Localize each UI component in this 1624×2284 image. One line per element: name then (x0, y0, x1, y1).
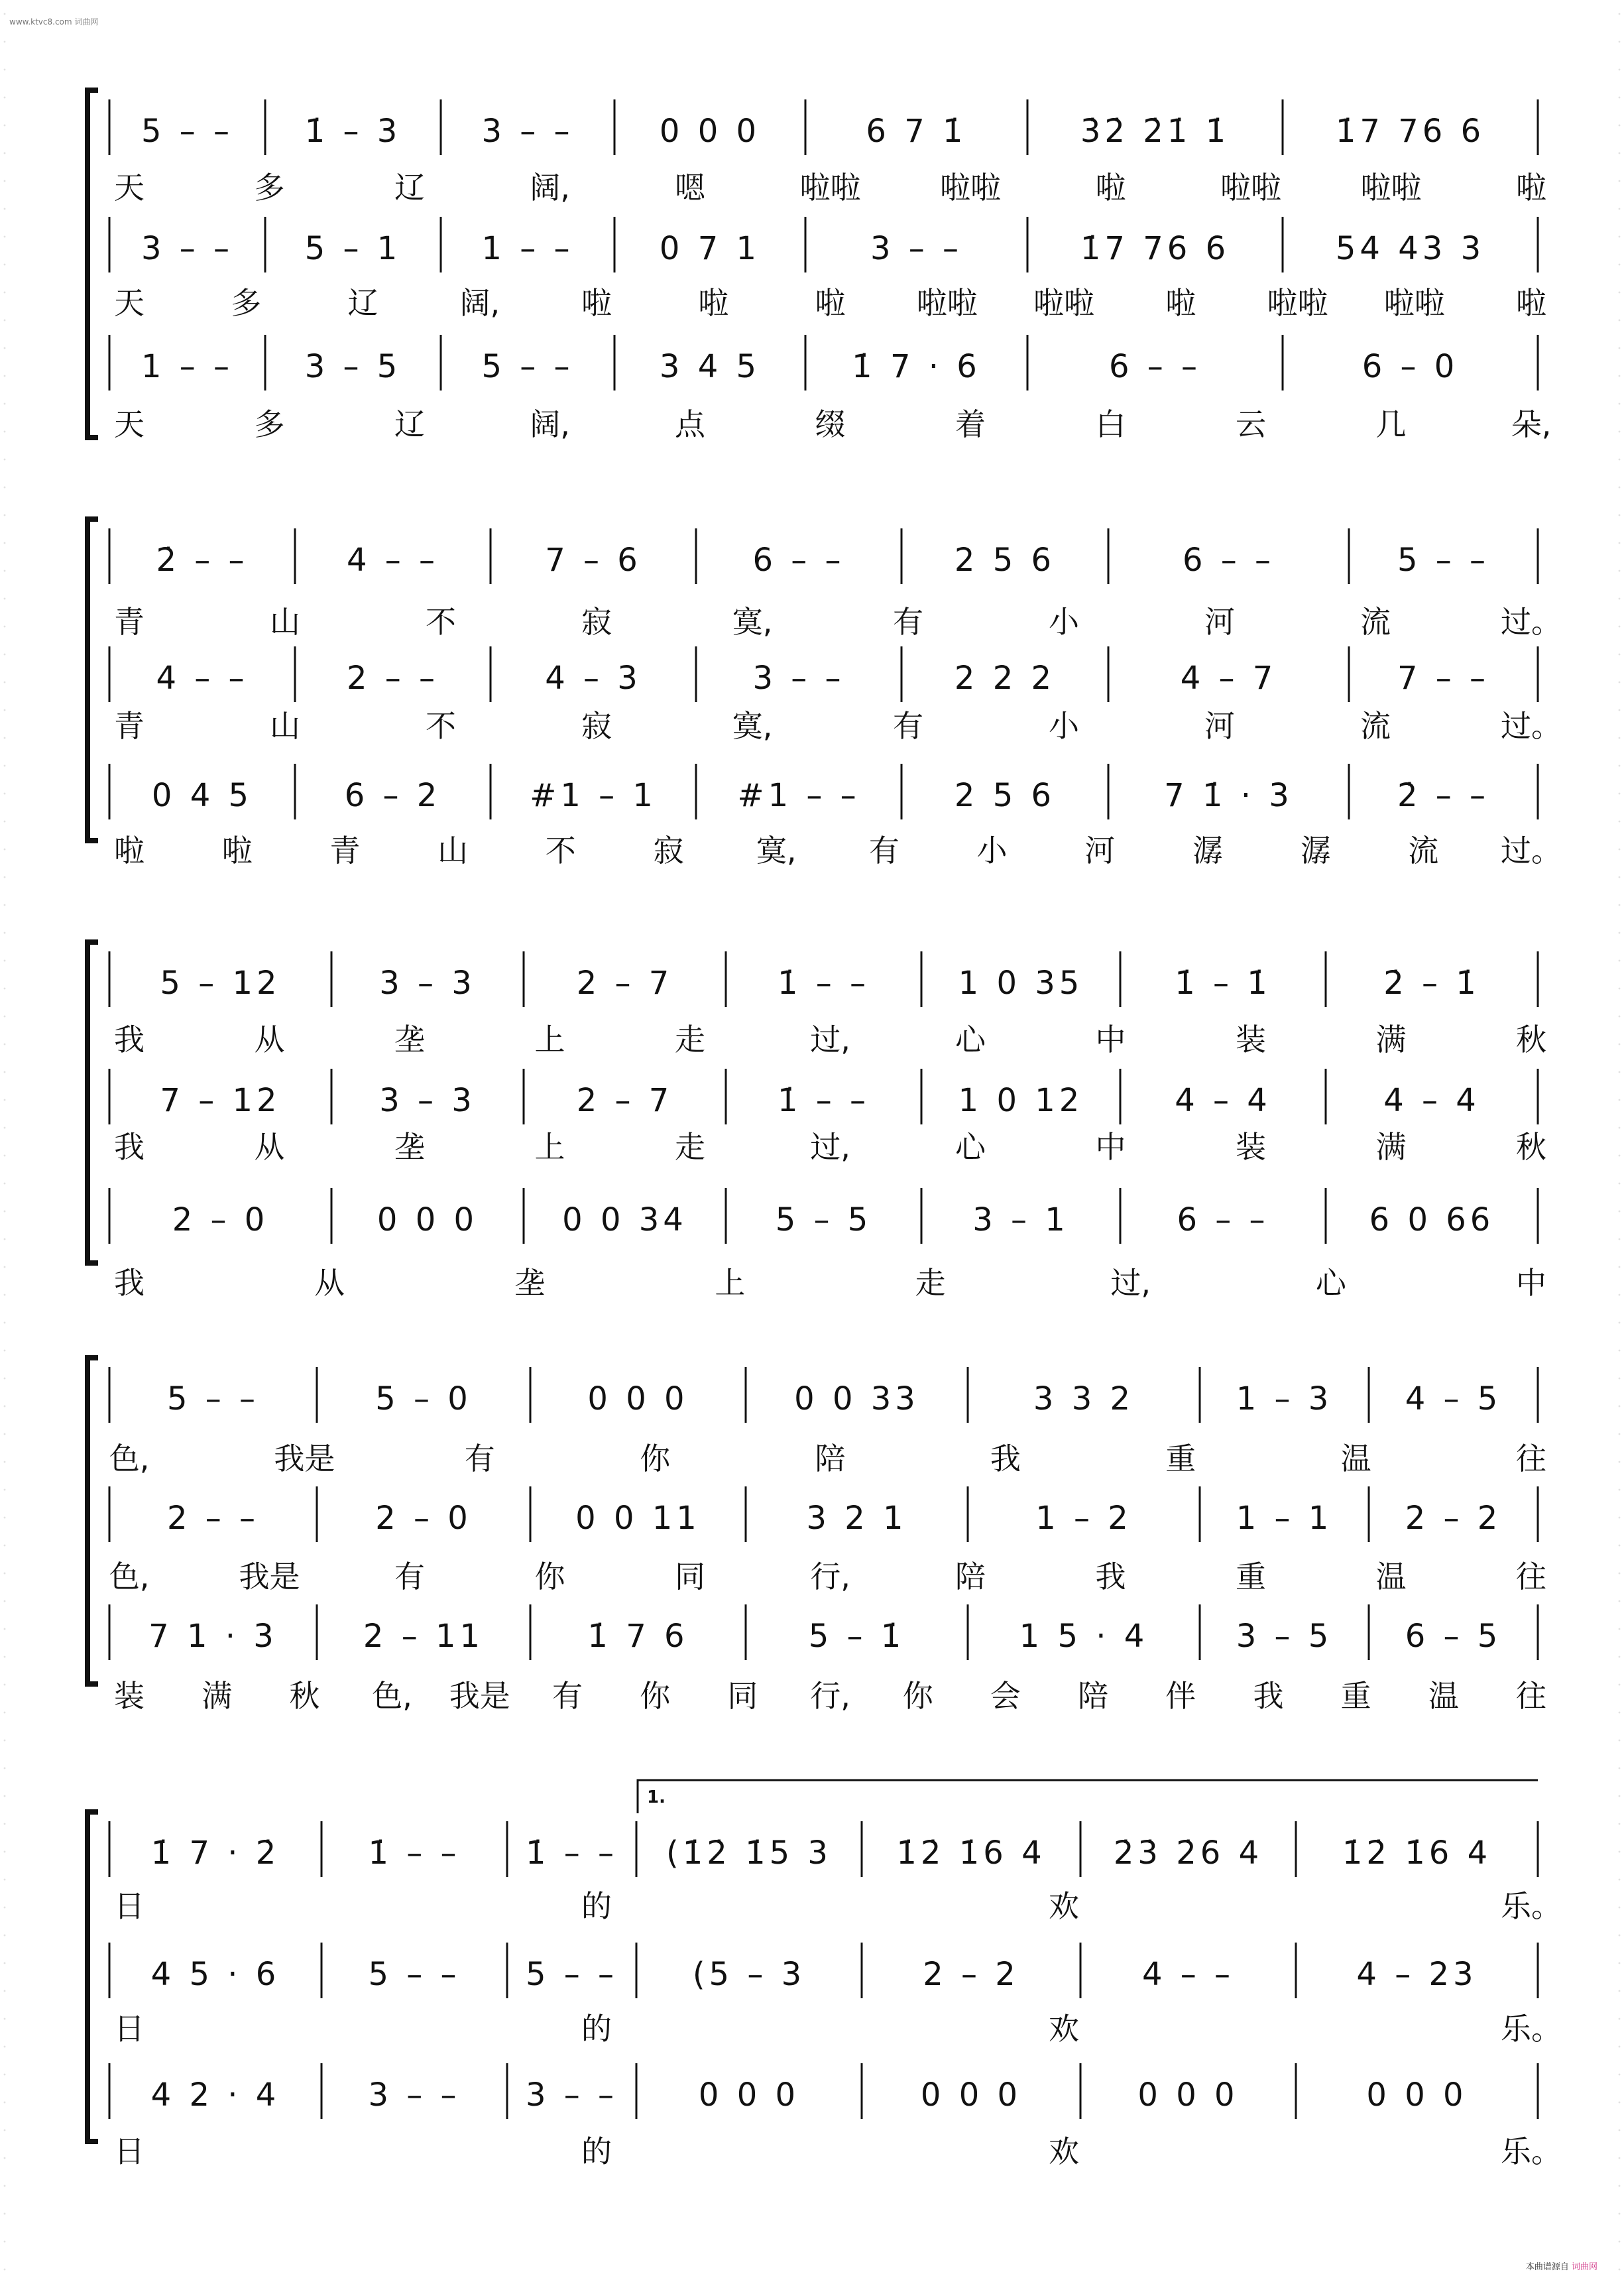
lyric-syllable: 啦啦 (1267, 285, 1328, 321)
measure-notes: 3 4 5 (659, 348, 761, 385)
measure-notes: (5 – 3 (692, 1956, 806, 1993)
lyric-syllable: 点 (675, 406, 705, 442)
lyric-syllable: 缀 (815, 406, 846, 442)
lyric-syllable: 多 (254, 406, 285, 442)
volta-label: 1. (647, 1787, 666, 1807)
lyric-syllable: 青 (114, 708, 145, 744)
measure-notes: 1̇ – – (777, 965, 870, 1002)
lyric-syllable: 有 (893, 708, 923, 744)
lyric-syllable: 不 (545, 833, 576, 869)
lyric-syllable: 我 (1095, 1559, 1126, 1594)
measure-notes: 0 0 0 (377, 1201, 479, 1238)
lyric-syllable: 上 (715, 1265, 746, 1301)
lyric-syllable: 往 (1516, 1678, 1546, 1714)
lyric-syllable: 装 (1236, 1022, 1266, 1057)
system-bracket (87, 519, 98, 841)
lyric-syllable: 小 (1049, 604, 1079, 640)
lyric-syllable: 天 (114, 406, 145, 442)
lyric-syllable: 有 (551, 1678, 583, 1714)
lyric-syllable: 我 (114, 1129, 145, 1165)
measure-notes: 1 – 1 (1236, 1500, 1333, 1537)
lyric-syllable: 重 (1340, 1678, 1371, 1714)
lyric-syllable: 寂 (581, 708, 612, 744)
measure-notes: 4 2 · 4 (150, 2076, 280, 2114)
measure-notes: 2 – 2 (1405, 1500, 1502, 1537)
measure-notes: 1̇ – 3 (304, 113, 402, 150)
lyric-syllable: 啦啦 (940, 170, 1001, 206)
lyric-syllable: 你 (640, 1678, 671, 1714)
lyric-syllable: 中 (1095, 1129, 1126, 1165)
lyric-syllable: 温 (1375, 1559, 1407, 1594)
watermark: www.ktvc8.com 词曲网 (9, 17, 99, 27)
system-bracket (87, 90, 98, 438)
measure-notes: 4 5 · 6 (150, 1956, 280, 1993)
lyric-syllable: 中 (1095, 1022, 1126, 1057)
measure-notes: (1̇2̇ 1̇5 3 (666, 1834, 832, 1872)
measure-notes: 2 2 2 (954, 660, 1056, 697)
measure-notes: 0 0 33 (794, 1380, 919, 1417)
measure-notes: 1 – 3 (1236, 1380, 1333, 1417)
measure-notes: #1 – – (737, 777, 860, 814)
lyric-syllable: 啦 (1095, 170, 1126, 206)
lyric-syllable: 辽 (394, 170, 425, 206)
lyric-syllable: 辽 (394, 406, 425, 442)
measure-notes: 5 – – (166, 1380, 260, 1417)
lyric-syllable: 我是 (274, 1441, 335, 1476)
lyric-syllable: 我 (1253, 1678, 1284, 1714)
measure-notes: 7 – 12 (160, 1082, 281, 1119)
lyric-syllable: 同 (727, 1678, 758, 1714)
lyric-syllable: 同 (675, 1559, 705, 1594)
lyric-syllable: 心 (955, 1022, 986, 1057)
lyric-syllable: 秋 (289, 1678, 320, 1714)
lyric-syllable: 垄 (394, 1129, 425, 1165)
lyric-syllable: 过, (1110, 1265, 1151, 1301)
lyric-syllable: 伴 (1165, 1678, 1196, 1714)
lyric-syllable: 往 (1516, 1441, 1546, 1476)
measure-notes: 2 – – (346, 660, 439, 697)
measure-notes: 5 – – (368, 1956, 461, 1993)
measure-notes: 3 – – (141, 230, 234, 267)
lyric-syllable: 日 (114, 2134, 145, 2169)
lyric-syllable: 日 (114, 2011, 145, 2047)
lyric-syllable: 多 (254, 170, 285, 206)
measure-notes: 5 – 5 (775, 1201, 872, 1238)
lyric-syllable: 心 (1315, 1265, 1346, 1301)
measure-notes: 3 – 3 (379, 965, 476, 1002)
lyric-syllable: 走 (675, 1022, 705, 1057)
measure-notes: 5 – – (525, 1956, 618, 1993)
lyric-syllable: 天 (114, 285, 145, 321)
lyric-syllable: 啦 (221, 833, 253, 869)
lyric-syllable: 走 (675, 1129, 705, 1165)
lyric-syllable: 啦 (581, 285, 612, 321)
lyric-syllable: 多 (231, 285, 262, 321)
lyric-syllable: 青 (329, 833, 361, 869)
measure-notes: 7 1 · 3 (148, 1618, 278, 1655)
measure-notes: 1̇ 7 · 2̇ (150, 1834, 280, 1872)
measure-notes: 1̇ – – (368, 1834, 461, 1872)
measure-notes: 6 – – (1108, 348, 1202, 385)
lyric-syllable: 啦啦 (916, 285, 978, 321)
lyric-syllable: 秋 (1516, 1022, 1546, 1057)
lyric-syllable: 啦啦 (1383, 285, 1445, 321)
lyric-syllable: 满 (1375, 1129, 1407, 1165)
measure-notes: 4 – 4 (1383, 1082, 1480, 1119)
measure-notes: 7 1̇ · 3 (1164, 777, 1293, 814)
lyric-syllable: 行, (810, 1559, 850, 1594)
lyric-syllable: 上 (534, 1129, 565, 1165)
lyric-syllable: 有 (893, 604, 923, 640)
measure-notes: 0 0 11 (575, 1500, 701, 1537)
lyric-syllable: 过。 (1501, 708, 1562, 744)
lyric-syllable: 陪 (815, 1441, 846, 1476)
lyric-syllable: 过。 (1501, 833, 1562, 869)
lyric-syllable: 日 (114, 1888, 145, 1924)
lyric-syllable: 寞, (756, 833, 797, 869)
measure-notes: 1 – 2 (1035, 1500, 1132, 1537)
measure-notes: 5 – 1̇ (808, 1618, 905, 1655)
measure-notes: 6 – – (1182, 542, 1275, 579)
measure-notes: 1̇ – 1̇ (1175, 965, 1271, 1002)
lyric-syllable: 啦啦 (1220, 170, 1281, 206)
lyric-syllable: 上 (534, 1022, 565, 1057)
lyric-syllable: 山 (437, 833, 469, 869)
measure-notes: 1 5 · 4 (1019, 1618, 1149, 1655)
lyric-syllable: 你 (640, 1441, 671, 1476)
lyric-syllable: 色, (372, 1678, 412, 1714)
measure-notes: 7 – – (1397, 660, 1490, 697)
measure-notes: 1̇ 7 6 (587, 1618, 689, 1655)
lyric-syllable: 行, (810, 1678, 850, 1714)
lyric-syllable: 流 (1408, 833, 1439, 869)
measure-notes: 4 – – (346, 542, 439, 579)
measure-notes: 4 – 4 (1175, 1082, 1271, 1119)
source-note-site[interactable]: 词曲网 (1571, 2262, 1597, 2272)
lyric-syllable: 河 (1084, 833, 1116, 869)
lyric-syllable: 啦 (815, 285, 846, 321)
measure-notes: 5 – 1 (304, 230, 402, 267)
lyric-syllable: 我是 (449, 1678, 510, 1714)
lyric-syllable: 潺 (1300, 833, 1331, 869)
lyric-syllable: 山 (270, 708, 300, 744)
measure-notes: 5 – – (1397, 542, 1490, 579)
system-bracket (87, 1812, 98, 2141)
source-note (1526, 2259, 1597, 2272)
volta-bracket (638, 1780, 1538, 1813)
measure-notes: 3 – – (368, 2076, 461, 2114)
lyric-syllable: 啦 (1516, 285, 1546, 321)
measure-notes: 5 – 12 (160, 965, 281, 1002)
measure-notes: 4 – – (1141, 1956, 1235, 1993)
lyric-syllable: 阔, (459, 285, 500, 321)
measure-notes: 2̇ – 1̇ (1383, 965, 1480, 1002)
lyric-syllable: 着 (955, 406, 986, 442)
lyric-syllable: 寞, (732, 604, 773, 640)
lyric-syllable: 啦啦 (1360, 170, 1422, 206)
measure-notes: 2̇ – – (156, 542, 249, 579)
measure-notes: 2 – 7 (576, 1082, 673, 1119)
measure-notes: 4 – 5 (1405, 1380, 1502, 1417)
measure-notes: 2̇ – – (1397, 777, 1490, 814)
lyric-syllable: 嗯 (675, 170, 705, 206)
measure-notes: 4 – 7 (1180, 660, 1277, 697)
lyric-syllable: 从 (254, 1022, 285, 1057)
lyric-syllable: 欢 (1049, 2011, 1079, 2047)
measure-notes: 5 – – (481, 348, 574, 385)
measure-notes: 7 – 6 (545, 542, 642, 579)
lyric-syllable: 垄 (394, 1022, 425, 1057)
measure-notes: 0 7 1 (659, 230, 761, 267)
lyric-syllable: 过。 (1501, 604, 1562, 640)
lyric-syllable: 陪 (1078, 1678, 1109, 1714)
lyric-syllable: 啦 (114, 833, 145, 869)
lyric-syllable: 色, (109, 1441, 150, 1476)
measure-notes: 3 – – (525, 2076, 618, 2114)
lyric-syllable: 阔, (530, 170, 570, 206)
measure-notes: 2 5 6 (954, 542, 1056, 579)
lyric-syllable: 山 (270, 604, 300, 640)
measure-notes: 0 0 0 (698, 2076, 800, 2114)
lyric-syllable: 啦啦 (799, 170, 861, 206)
measure-notes: 1̇7 76 6 (1080, 230, 1230, 267)
lyric-syllable: 色, (109, 1559, 150, 1594)
lyric-syllable: 朵, (1511, 406, 1552, 442)
lyric-syllable: 乐。 (1501, 2134, 1562, 2169)
measure-notes: 2 – 7 (576, 965, 673, 1002)
measure-notes: 6 – 0 (1362, 348, 1459, 385)
lyric-syllable: 啦 (1516, 170, 1546, 206)
lyric-syllable: 欢 (1049, 1888, 1079, 1924)
measure-notes: 2 – 2 (923, 1956, 1019, 1993)
lyric-syllable: 心 (955, 1129, 986, 1165)
measure-notes: 3 – 5 (1236, 1618, 1333, 1655)
lyric-syllable: 装 (1236, 1129, 1266, 1165)
lyric-syllable: 过, (810, 1022, 850, 1057)
lyric-syllable: 乐。 (1501, 1888, 1562, 1924)
measure-notes: 4 – 23 (1356, 1956, 1478, 1993)
lyric-syllable: 陪 (955, 1559, 986, 1594)
measure-notes: 4 – – (156, 660, 249, 697)
measure-notes: 0 0 34 (562, 1201, 687, 1238)
lyric-syllable: 有 (868, 833, 899, 869)
measure-notes: 2 5 6 (954, 777, 1056, 814)
measure-notes: 3 3 2 (1033, 1380, 1135, 1417)
lyric-syllable: 会 (990, 1678, 1021, 1714)
lyric-syllable: 走 (915, 1265, 946, 1301)
lyric-syllable: 啦啦 (1033, 285, 1094, 321)
measure-notes: 1̇ – – (777, 1082, 870, 1119)
lyric-syllable: 天 (114, 170, 145, 206)
measure-notes: 3 – 5 (304, 348, 402, 385)
measure-notes: 5 – 0 (375, 1380, 472, 1417)
lyric-syllable: 从 (254, 1129, 285, 1165)
lyric-syllable: 河 (1204, 708, 1235, 744)
lyric-syllable: 我是 (239, 1559, 300, 1594)
lyric-syllable: 往 (1516, 1559, 1546, 1594)
lyric-syllable: 有 (464, 1441, 495, 1476)
lyric-syllable: 啦 (1165, 285, 1196, 321)
lyric-syllable: 重 (1236, 1559, 1266, 1594)
measure-notes: 3̇2̇ 2̇1̇ 1̇ (1080, 113, 1230, 150)
lyric-syllable: 满 (202, 1678, 233, 1714)
lyric-syllable: 啦 (698, 285, 729, 321)
measure-notes: 6 0 66 (1369, 1201, 1495, 1238)
measure-notes: 2̇3̇ 2̇6 4 (1113, 1834, 1263, 1872)
lyric-syllable: 河 (1204, 604, 1235, 640)
lyric-syllable: 阔, (530, 406, 570, 442)
lyric-syllable: 你 (534, 1559, 565, 1594)
measure-notes: 6 – 2 (344, 777, 441, 814)
measure-notes: 3 – – (481, 113, 574, 150)
lyric-syllable: 小 (976, 833, 1008, 869)
measure-notes: 0 0 0 (587, 1380, 689, 1417)
lyric-syllable: 我 (114, 1265, 145, 1301)
measure-notes: 0 0 0 (1137, 2076, 1239, 2114)
measure-notes: 1̇ – – (525, 1834, 618, 1872)
measure-notes: 5 – – (141, 113, 234, 150)
lyric-syllable: 乐。 (1501, 2011, 1562, 2047)
lyric-syllable: 我 (114, 1022, 145, 1057)
measure-notes: 0 0 0 (659, 113, 761, 150)
measure-notes: 2 – 0 (375, 1500, 472, 1537)
measure-notes: 1 0 35 (958, 965, 1084, 1002)
lyric-syllable: 从 (314, 1265, 345, 1301)
lyric-syllable: 你 (902, 1678, 933, 1714)
lyric-syllable: 云 (1236, 406, 1266, 442)
measure-notes: 2 – – (166, 1500, 260, 1537)
lyric-syllable: 过, (810, 1129, 850, 1165)
lyric-syllable: 装 (114, 1678, 145, 1714)
lyric-syllable: 的 (581, 2134, 612, 2169)
lyric-syllable: 潺 (1192, 833, 1223, 869)
measure-notes: 0 0 0 (920, 2076, 1022, 2114)
lyric-syllable: 寞, (732, 708, 773, 744)
lyric-syllable: 小 (1049, 708, 1079, 744)
lyric-syllable: 不 (426, 604, 456, 640)
measure-notes: 6 – – (1177, 1201, 1269, 1238)
measure-notes: 1 0 12 (958, 1082, 1084, 1119)
lyric-syllable: 的 (581, 1888, 612, 1924)
lyric-syllable: 青 (114, 604, 145, 640)
lyric-syllable: 温 (1340, 1441, 1371, 1476)
lyric-syllable: 中 (1516, 1265, 1546, 1301)
lyric-syllable: 寂 (581, 604, 612, 640)
lyric-syllable: 流 (1360, 708, 1391, 744)
measure-notes: 1̇ 7 · 6 (852, 348, 981, 385)
lyric-syllable: 温 (1428, 1678, 1459, 1714)
measure-notes: 6 – 5 (1405, 1618, 1502, 1655)
measure-notes: 4 – 3 (545, 660, 642, 697)
source-note-prefix: 本曲谱源自 (1525, 2262, 1569, 2272)
lyric-syllable: 重 (1165, 1441, 1196, 1476)
measure-notes: 6 7 1̇ (866, 113, 967, 150)
lyric-syllable: 几 (1375, 406, 1407, 442)
system-bracket (87, 942, 98, 1263)
measure-notes: 1̇2̇ 1̇6 4 (1342, 1834, 1492, 1872)
lyric-syllable: 辽 (347, 285, 378, 321)
lyric-syllable: 流 (1360, 604, 1391, 640)
measure-notes: 6 – – (752, 542, 845, 579)
lyric-syllable: 的 (581, 2011, 612, 2047)
measure-notes: 3 – – (870, 230, 963, 267)
system-bracket (87, 1358, 98, 1684)
measure-notes: 0 0 0 (1366, 2076, 1468, 2114)
measure-notes: 54 43 3 (1335, 230, 1485, 267)
measure-notes: 3 2 1 (806, 1500, 907, 1537)
measure-notes: 0 4 5 (151, 777, 253, 814)
measure-notes: #1 – 1 (530, 777, 657, 814)
lyric-syllable: 不 (426, 708, 456, 744)
measure-notes: 3 – – (752, 660, 845, 697)
lyric-syllable: 有 (394, 1559, 425, 1594)
measure-notes: 1 – – (141, 348, 234, 385)
measure-notes: 1̇2̇ 1̇6 4 (896, 1834, 1046, 1872)
lyric-syllable: 秋 (1516, 1129, 1546, 1165)
lyric-syllable: 白 (1095, 406, 1126, 442)
measure-notes: 3 – 3 (379, 1082, 476, 1119)
measure-notes: 2 – 0 (172, 1201, 269, 1238)
lyric-syllable: 垄 (514, 1265, 546, 1301)
lyric-syllable: 欢 (1049, 2134, 1079, 2169)
lyric-syllable: 满 (1375, 1022, 1407, 1057)
lyric-syllable: 我 (990, 1441, 1021, 1476)
measure-notes: 2 – 11 (363, 1618, 485, 1655)
measure-notes: 1̇7 76 6 (1335, 113, 1485, 150)
measure-notes: 1 – – (481, 230, 574, 267)
measure-notes: 3 – 1 (972, 1201, 1069, 1238)
lyric-syllable: 寂 (653, 833, 684, 869)
